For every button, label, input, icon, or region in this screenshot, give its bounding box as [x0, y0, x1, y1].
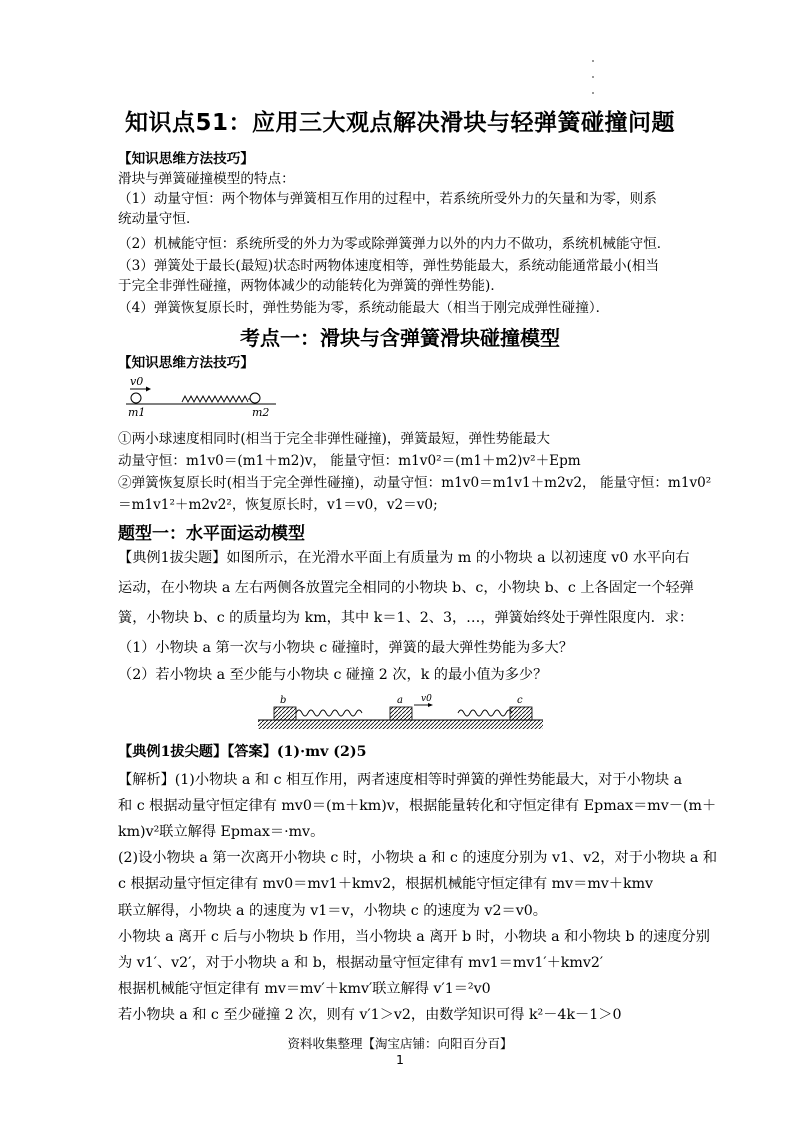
- solution-text: (2)设小物块 a 第一次离开小物块 c 时，小物块 a 和 c 的速度分别为 v1、v2，对于小物块 a 和: [118, 850, 718, 866]
- problem-text: （2）若小物块 a 至少能与小物块 c 碰撞 2 次，k 的最小值为多少？: [118, 667, 548, 683]
- intro-line: （2）机械能守恒：系统所受的外力为零或除弹簧弹力以外的内力不做功，系统机械能守恒．: [118, 236, 671, 252]
- solution-text: 小物块 a 离开 c 后与小物块 b 作用，当小物块 a 离开 b 时，小物块 a 和小物块 b 的速度分别: [118, 929, 710, 945]
- section-title: 考点一：滑块与含弹簧滑块碰撞模型: [240, 326, 560, 350]
- solution-text: 根据机械能守恒定律有 mv＝mv′＋kmv′联立解得 v′1＝²v0: [118, 981, 491, 997]
- question-type-title: 题型一：水平面运动模型: [118, 524, 305, 544]
- model-paragraph: ＝m1v1²＋m2v2²，恢复原长时，v1＝v0，v2＝v0;: [118, 497, 438, 513]
- solution-text: 联立解得，小物块 a 的速度为 v1＝v，小物块 c 的速度为 v2＝v0。: [118, 903, 547, 919]
- intro-line: 滑块与弹簧碰撞模型的特点：: [118, 171, 295, 187]
- spring-figure-2: [258, 690, 548, 735]
- footer-source: 资料收集整理【淘宝店铺：向阳百分百】: [287, 1036, 513, 1051]
- solution-text: 为 v1′、v2′，对于小物块 a 和 b，根据动量守恒定律有 mv1＝mv1′＋kmv2′: [118, 955, 604, 971]
- solution-text: km)v²联立解得 Epmax＝·mv。: [118, 824, 325, 840]
- intro-line: （3）弹簧处于最长(最短)状态时两物体速度相等，弹性势能最大，系统动能通常最小(相当: [118, 258, 660, 274]
- problem-text: （1）小物块 a 第一次与小物块 c 碰撞时，弹簧的最大弹性势能为多大？: [118, 640, 573, 656]
- model-paragraph: ①两小球速度相同时(相当于完全非弹性碰撞)，弹簧最短，弹性势能最大: [118, 431, 551, 447]
- margin-dots: [592, 60, 598, 108]
- figure-label-c: c: [517, 695, 523, 706]
- figure-label-b: b: [280, 695, 287, 706]
- intro-heading: 【知识思维方法技巧】: [118, 151, 254, 167]
- intro-line: （1）动量守恒：两个物体与弹簧相互作用的过程中，若系统所受外力的矢量和为零，则系: [118, 191, 657, 207]
- page-title: 知识点51：应用三大观点解决滑块与轻弹簧碰撞问题: [124, 110, 675, 136]
- model-paragraph: 动量守恒：m1v0＝(m1＋m2)v， 能量守恒：m1v0²＝(m1＋m2)v²＋Epm: [118, 453, 581, 469]
- figure-label-m1: m1: [128, 406, 146, 419]
- figure-label-m2: m2: [252, 406, 270, 419]
- figure-label-v0: v0: [130, 375, 144, 388]
- solution-text: 和 c 根据动量守恒定律有 mv0＝(m＋km)v，根据能量转化和守恒定律有 Epmax＝mv－(m＋: [118, 798, 717, 814]
- figure-label-a: a: [397, 695, 403, 706]
- section-heading: 【知识思维方法技巧】: [118, 355, 254, 371]
- solution-text: c 根据动量守恒定律有 mv0＝mv1＋kmv2，根据机械能守恒定律有 mv＝mv＋kmv: [118, 876, 654, 892]
- solution-text: 【解析】(1)小物块 a 和 c 相互作用，两者速度相等时弹簧的弹性势能最大，对于小物块 a: [118, 772, 683, 788]
- spring-figure-1: [124, 372, 284, 420]
- figure-label-v0: v0: [421, 694, 432, 704]
- model-paragraph: ②弹簧恢复原长时(相当于完全弹性碰撞)，动量守恒：m1v0＝m1v1＋m2v2， 能量守恒：m1v0²: [118, 475, 712, 491]
- problem-text: 运动，在小物块 a 左右两侧各放置完全相同的小物块 b、c，小物块 b、c 上各固定一个轻弹: [118, 580, 694, 596]
- solution-text: 若小物块 a 和 c 至少碰撞 2 次，则有 v′1＞v2，由数学知识可得 k²－4k－1＞0: [118, 1007, 622, 1023]
- intro-line: 统动量守恒．: [118, 211, 200, 227]
- problem-text: 簧，小物块 b、c 的质量均为 km，其中 k＝1、2、3，…，弹簧始终处于弹性限度内．求：: [118, 610, 694, 626]
- answer-line: 【典例1拔尖题】【答案】(1)·mv (2)5: [118, 744, 367, 760]
- problem-text: 【典例1拔尖题】如图所示，在光滑水平面上有质量为 m 的小物块 a 以初速度 v0 水平向右: [118, 550, 690, 566]
- intro-line: （4）弹簧恢复原长时，弹性势能为零，系统动能最大（相当于刚完成弹性碰撞）．: [118, 300, 610, 316]
- page-number: 1: [396, 1052, 404, 1067]
- intro-line: 于完全非弹性碰撞，两物体减少的动能转化为弹簧的弹性势能)．: [118, 278, 504, 294]
